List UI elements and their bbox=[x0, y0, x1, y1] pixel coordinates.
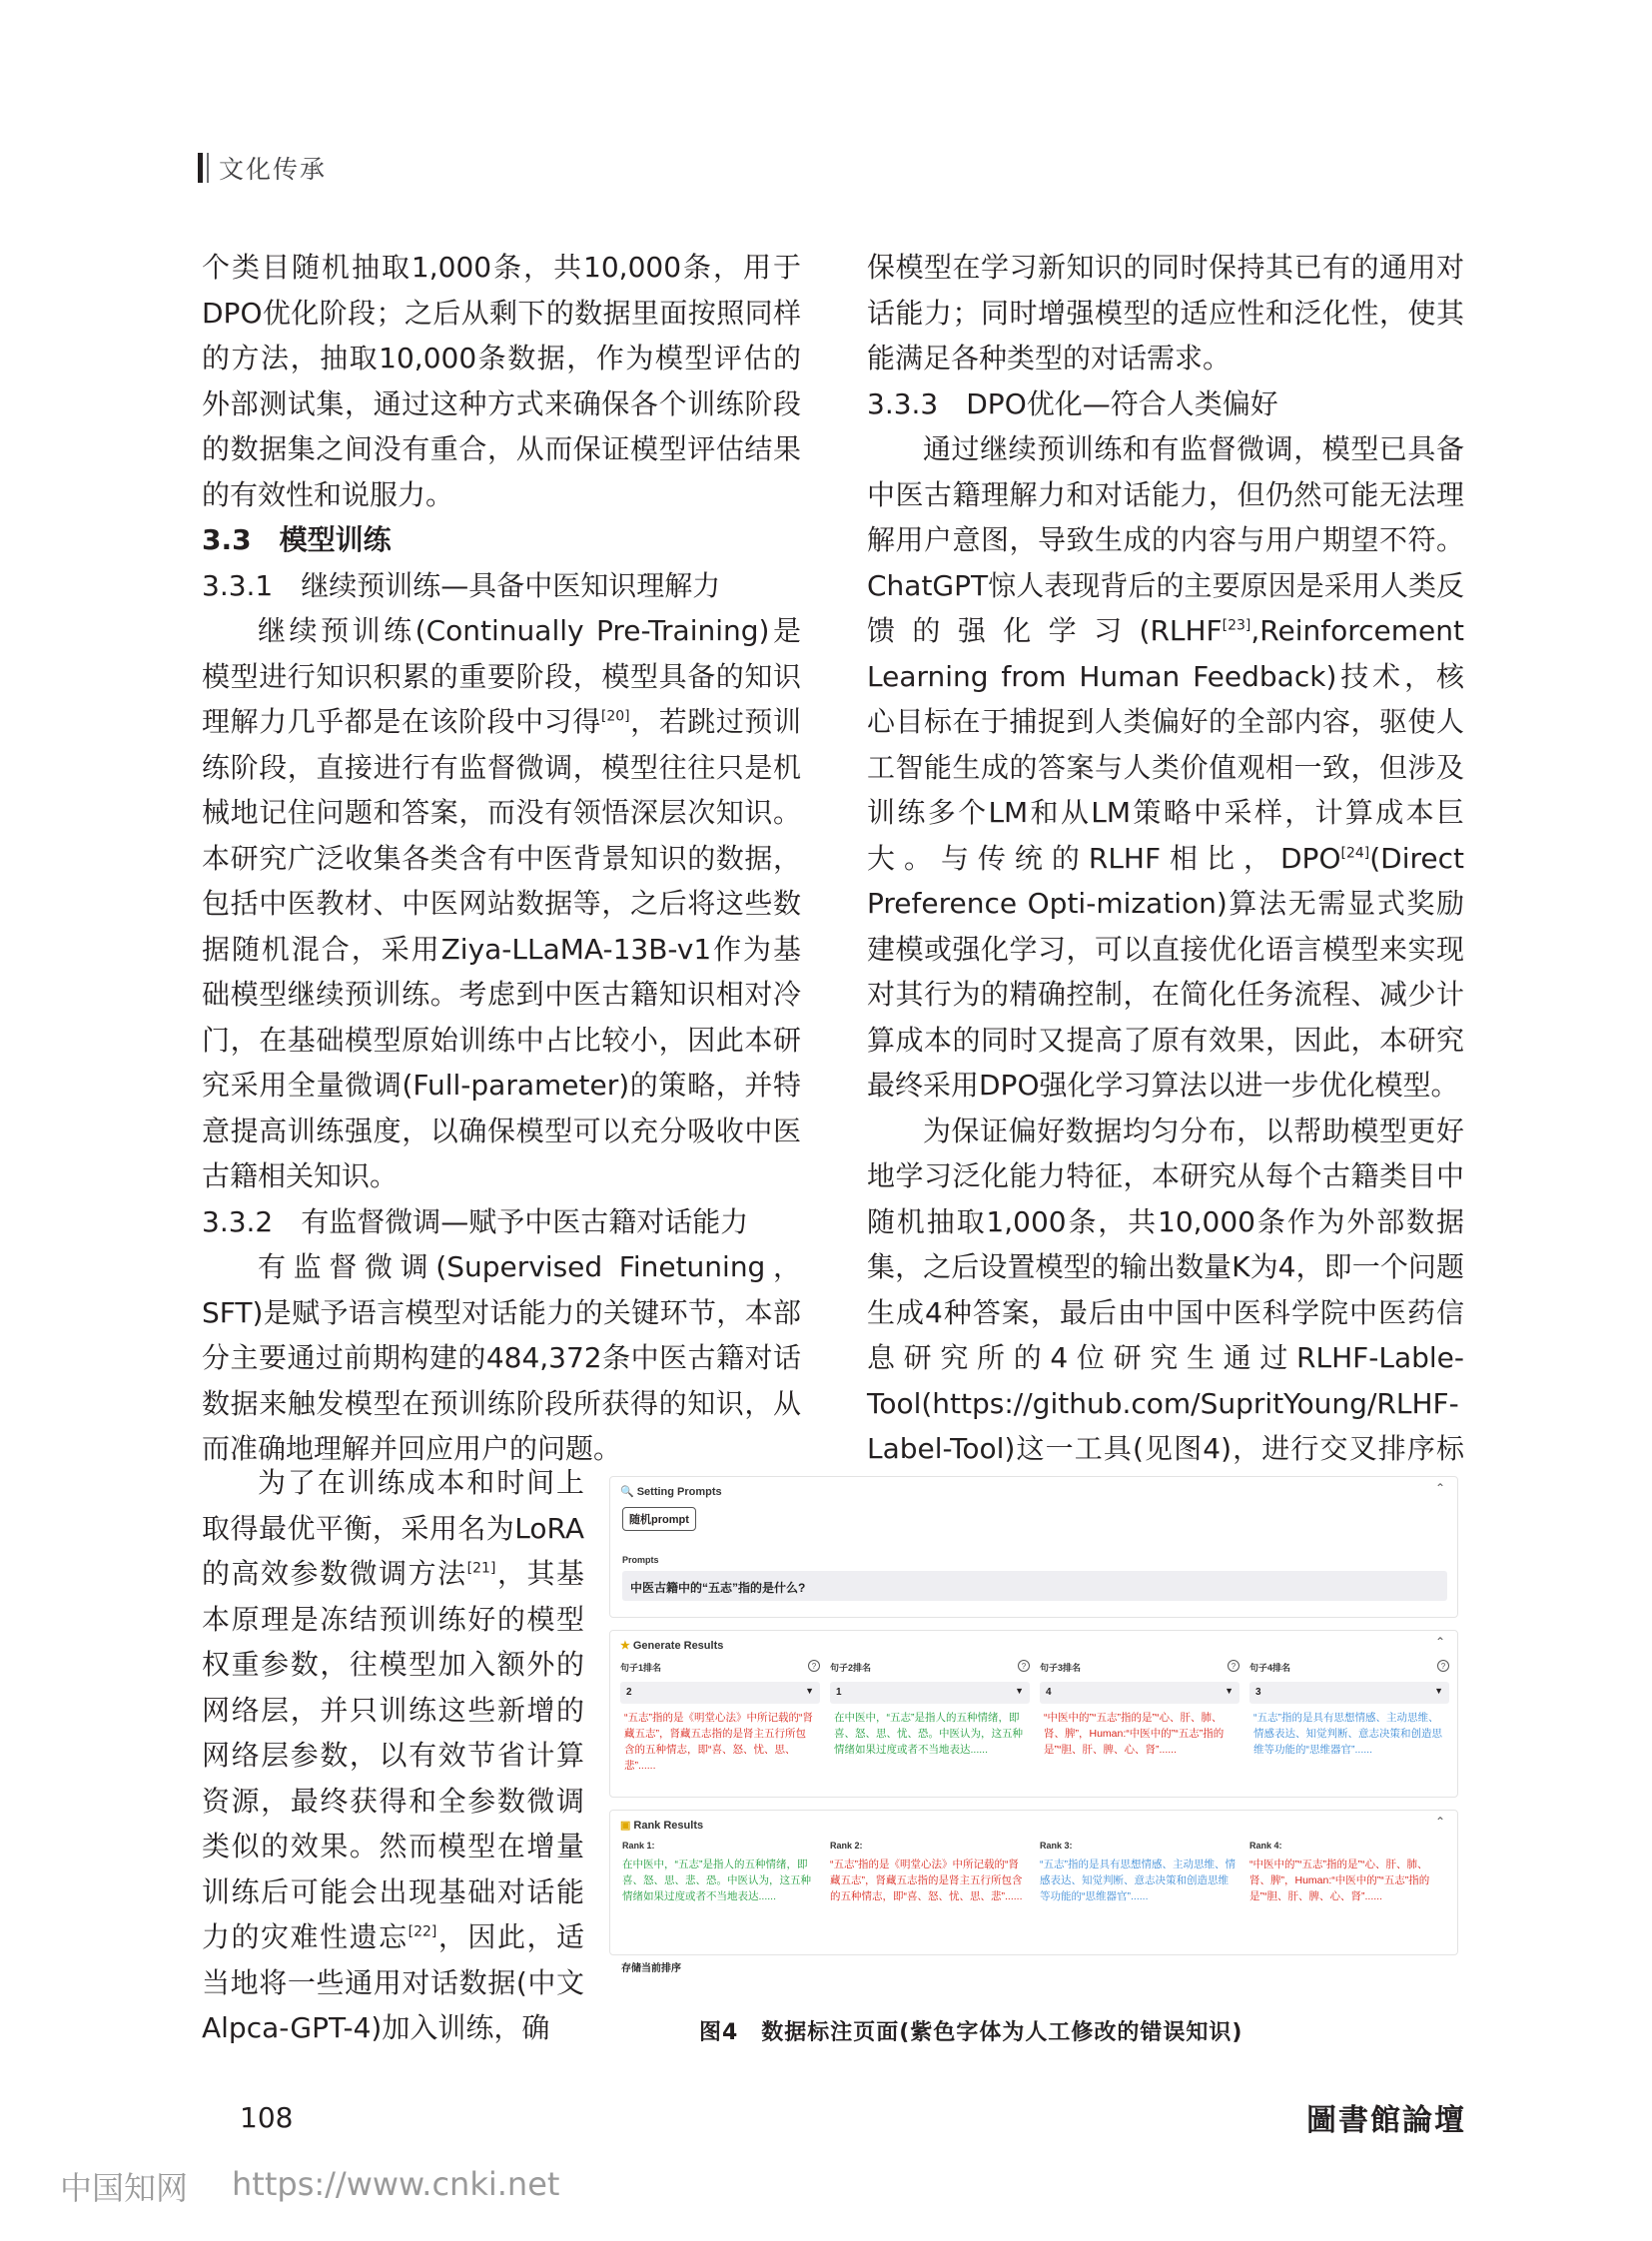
rank-text: “五志”指的是具有思想情感、主动思维、情感表达、知觉判断、意志决策和创造思维等功能的“思维器官”...... bbox=[1040, 1859, 1236, 1902]
dropdown-arrow-icon: ▼ bbox=[1225, 1686, 1234, 1696]
random-prompt-button[interactable]: 随机prompt bbox=[622, 1507, 696, 1531]
cnki-watermark-url: https://www.cnki.net bbox=[232, 2165, 560, 2203]
left-column bbox=[202, 245, 801, 1472]
generate-column bbox=[620, 1661, 820, 1774]
sentence-rank-label: 句子3排名 bbox=[1040, 1663, 1082, 1673]
header-bars-icon bbox=[198, 153, 209, 183]
right-column bbox=[867, 245, 1464, 1517]
paragraph: 继续预训练(Continually Pre-Training)是模型进行知识积累的重要阶段，模型具备的知识理解力几乎都是在该阶段中习得[20]，若跳过预训练阶段，直接进行有监督微调，模型往往只是机械地记住问题和答案，而没有领悟深层次知识。本研究广泛收集各类含有中医背景知识的数据，包括中医教材、中医网站数据等，之后将这些数据随机混合，采用Ziya-LLaMA-13B-v1作为基础模型继续预训练。考虑到中医古籍知识相对冷门，在基础模型原始训练中占比较小，因此本研究采用全量微调(Full-parameter)的策略，并特意提高训练强度，以确保模型可以充分吸收中医古籍相关知识。 bbox=[202, 614, 801, 1192]
rank-label: Rank 2: bbox=[830, 1841, 863, 1851]
rank-column bbox=[622, 1841, 818, 1904]
help-icon[interactable]: ? bbox=[808, 1660, 820, 1672]
rank-select[interactable]: 3 ▼ bbox=[1249, 1682, 1449, 1704]
chevron-up-icon[interactable]: ⌃ bbox=[1434, 1635, 1445, 1649]
citation: [22] bbox=[408, 1923, 437, 1940]
save-ranking-button[interactable]: 存储当前排序 bbox=[621, 1963, 681, 1974]
rank-select[interactable]: 4 ▼ bbox=[1040, 1682, 1239, 1704]
generated-text: 在中医中，“五志”是指人的五种情绪，即喜、怒、思、忧、恐。中医认为，这五种情绪如果过度或者不当地表达...... bbox=[834, 1712, 1023, 1756]
paragraph: 通过继续预训练和有监督微调，模型已具备中医古籍理解力和对话能力，但仍然可能无法理解用户意图，导致生成的内容与用户期望不符。ChatGPT惊人表现背后的主要原因是采用人类反馈的强化学习(RLHF[23],Reinforcement Learning from Human Feedback)技术，核心目标在于捕捉到人类偏好的全部内容，驱使人工智能生成的答案与人类价值观相一致，但涉及训练多个LM和从LM策略中采样，计算成本巨大。与传统的RLHF相比，DPO[24](Direct Preference Opti-mization)算法无需显式奖励建模或强化学习，可以直接优化语言模型来实现对其行为的精确控制，在简化任务流程、减少计算成本的同时又提高了原有效果，因此，本研究最终采用DPO强化学习算法以进一步优化模型。 bbox=[867, 432, 1464, 1102]
citation: [23] bbox=[1222, 617, 1251, 634]
heading-3-3-2: 3.3.2 有监督微调—赋予中医古籍对话能力 bbox=[202, 1204, 749, 1238]
rank-column bbox=[830, 1841, 1026, 1904]
citation: [21] bbox=[466, 1560, 496, 1577]
left-column-narrow bbox=[202, 1460, 584, 2051]
running-header bbox=[198, 150, 327, 186]
paragraph: 为保证偏好数据均匀分布，以帮助模型更好地学习泛化能力特征，本研究从每个古籍类目中随机抽取1,000条，共10,000条作为外部数据集，之后设置模型的输出数量K为4，即一个问题生成4种答案，最后由中国中医科学院中医药信息研究所的4位研究生通过RLHF-Lable-Tool(https://github.com/SupritYoung/RLHF-Label-Tool)这一工具(见图4)，进行交叉排序标 bbox=[867, 1114, 1464, 1465]
citation: [24] bbox=[1340, 845, 1370, 862]
rank-label: Rank 1: bbox=[622, 1841, 655, 1851]
medal-icon: ▣ bbox=[620, 1820, 631, 1832]
help-icon[interactable]: ? bbox=[1437, 1660, 1449, 1672]
rank-text: 在中医中，“五志”是指人的五种情绪，即喜、怒、思、悲、恐。中医认为，这五种情绪如果过度或者不当地表达...... bbox=[622, 1859, 811, 1902]
rank-column bbox=[1040, 1841, 1236, 1904]
sentence-rank-label: 句子2排名 bbox=[830, 1663, 872, 1673]
dropdown-arrow-icon: ▼ bbox=[1434, 1686, 1443, 1696]
generate-column bbox=[830, 1661, 1030, 1758]
sentence-rank-label: 句子1排名 bbox=[620, 1663, 662, 1673]
paragraph: 为了在训练成本和时间上取得最优平衡，采用名为LoRA的高效参数微调方法[21]，其基本原理是冻结预训练好的模型权重参数，往模型加入额外的网络层，并只训练这些新增的网络层参数，以有效节省计算资源，最终获得和全参数微调类似的效果。然而模型在增量训练后可能会出现基础对话能力的灾难性遗忘[22]，因此，适当地将一些通用对话数据(中文Alpca-GPT-4)加入训练，确 bbox=[202, 1466, 584, 2044]
generated-text: “中医中的”“五志”指的是”“心、肝、肺、肾、脾”，Human:“中医中的”“五志”指的是”“胆、肝、脾、心、肾”...... bbox=[1044, 1712, 1225, 1756]
figure-4 bbox=[609, 1476, 1458, 1974]
paragraph: 个类目随机抽取1,000条，共10,000条，用于DPO优化阶段；之后从剩下的数据里面按照同样的方法，抽取10,000条数据，作为模型评估的外部测试集，通过这种方式来确保各个训练阶段的数据集之间没有重合，从而保证模型评估结果的有效性和说服力。 bbox=[202, 251, 801, 511]
generated-text: “五志”指的是《明堂心法》中所记载的“肾藏五志”，肾藏五志指的是肾主五行所包含的五种情志，即“喜、怒、忧、思、悲”...... bbox=[624, 1712, 813, 1772]
help-icon[interactable]: ? bbox=[1228, 1660, 1239, 1672]
heading-3-3-1: 3.3.1 继续预训练—具备中医知识理解力 bbox=[202, 568, 721, 602]
section-title: 文化传承 bbox=[219, 155, 328, 184]
rank-select[interactable]: 1 ▼ bbox=[830, 1682, 1030, 1704]
rank-select[interactable]: 2 ▼ bbox=[620, 1682, 820, 1704]
chevron-up-icon[interactable]: ⌃ bbox=[1434, 1815, 1445, 1829]
panel-title: ★ Generate Results bbox=[620, 1639, 724, 1652]
sentence-rank-label: 句子4排名 bbox=[1249, 1663, 1291, 1673]
generate-column bbox=[1249, 1661, 1449, 1758]
rank-text: “中医中的”“五志”指的是”“心、肝、肺、肾、脾”，Human:“中医中的”“五志”指的是”“胆、肝、脾、心、肾”...... bbox=[1249, 1859, 1430, 1902]
prompt-textbox[interactable]: 中医古籍中的“五志”指的是什么? bbox=[622, 1571, 1447, 1601]
paragraph: 保模型在学习新知识的同时保持其已有的通用对话能力；同时增强模型的适应性和泛化性，使其能满足各种类型的对话需求。 bbox=[867, 251, 1464, 374]
star-icon: ★ bbox=[620, 1640, 630, 1652]
rank-text: “五志”指的是《明堂心法》中所记载的“肾藏五志”，肾藏五志指的是肾主五行所包含的五种情志，即“喜、怒、忧、思、悲”...... bbox=[830, 1859, 1023, 1902]
citation: [20] bbox=[600, 708, 630, 725]
dropdown-arrow-icon: ▼ bbox=[1015, 1686, 1024, 1696]
heading-3-3: 3.3 模型训练 bbox=[202, 523, 392, 556]
paragraph: 有监督微调(Supervised Finetuning，SFT)是赋予语言模型对话能力的关键环节，本部分主要通过前期构建的484,372条中医古籍对话数据来触发模型在预训练阶段所获得的知识，从而准确地理解并回应用户的问题。 bbox=[202, 1250, 801, 1465]
search-icon: 🔍 bbox=[620, 1486, 634, 1498]
generate-results-panel bbox=[609, 1630, 1458, 1798]
generate-column bbox=[1040, 1661, 1239, 1758]
panel-title: 🔍 Setting Prompts bbox=[620, 1485, 722, 1498]
heading-3-3-3: 3.3.3 DPO优化—符合人类偏好 bbox=[867, 386, 1278, 420]
page-number: 108 bbox=[240, 2101, 294, 2134]
dropdown-arrow-icon: ▼ bbox=[805, 1686, 814, 1696]
help-icon[interactable]: ? bbox=[1018, 1660, 1030, 1672]
panel-title: ▣ Rank Results bbox=[620, 1819, 704, 1832]
rank-label: Rank 4: bbox=[1249, 1841, 1282, 1851]
rank-results-panel bbox=[609, 1810, 1458, 1955]
figure-caption: 图4 数据标注页面(紫色字体为人工修改的错误知识) bbox=[699, 2020, 1243, 2045]
cnki-watermark: 中国知网 bbox=[60, 2169, 189, 2207]
setting-prompts-panel bbox=[609, 1476, 1458, 1618]
journal-name: 圖書館論壇 bbox=[1306, 2103, 1466, 2138]
generated-text: “五志”指的是具有思想情感、主动思维、情感表达、知觉判断、意志决策和创造思维等功能的“思维器官”...... bbox=[1253, 1712, 1442, 1756]
rank-label: Rank 3: bbox=[1040, 1841, 1073, 1851]
chevron-up-icon[interactable]: ⌃ bbox=[1434, 1481, 1445, 1495]
rank-column bbox=[1249, 1841, 1445, 1904]
prompts-label: Prompts bbox=[622, 1555, 659, 1565]
